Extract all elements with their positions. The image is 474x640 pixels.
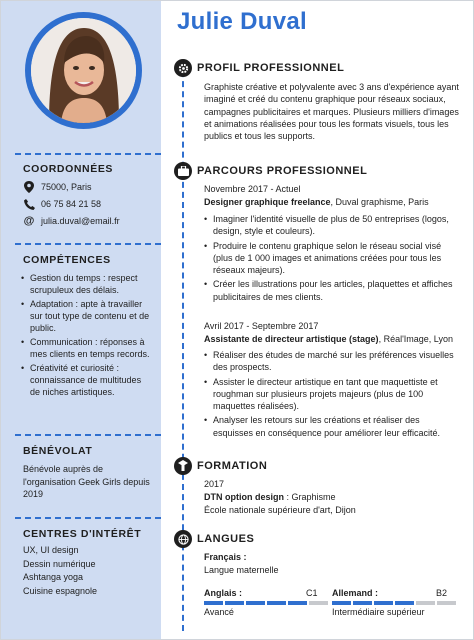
education-field: : Graphisme [284, 492, 336, 502]
language-level-segment [332, 601, 351, 605]
list-item: • Créativité et curiosité : connaissance de multitudes de niches artistiques. [21, 362, 151, 398]
city-text: 75000, Paris [41, 182, 92, 192]
volunteer-title: BÉNÉVOLAT [23, 445, 93, 457]
briefcase-icon [174, 162, 192, 180]
job-role: Assistante de directeur artistique (stage) [204, 334, 379, 344]
divider [15, 243, 161, 245]
list-item: • Réaliser des études de marché sur les préférences visuelles des prospects. [204, 349, 462, 374]
job-bullets [204, 349, 462, 441]
email-text[interactable]: julia.duval@email.fr [41, 216, 120, 226]
job-company: , Réal'Image, Lyon [378, 334, 453, 344]
job-dates: Novembre 2017 - Actuel [204, 184, 301, 194]
graduation-icon [174, 457, 192, 475]
language-name: Allemand : [332, 588, 379, 598]
contact-phone [23, 198, 101, 210]
list-item: • Imaginer l'identité visuelle de plus de 50 entreprises (logos, design, style et couleurs). [204, 213, 462, 238]
language-level-segment [395, 601, 414, 605]
profile-photo-frame [25, 12, 142, 129]
list-item: UX, UI design [23, 545, 79, 555]
divider [15, 153, 161, 155]
phone-text: 06 75 84 21 58 [41, 199, 102, 209]
list-item: Cuisine espagnole [23, 585, 98, 596]
divider [15, 434, 161, 436]
job-bullets [204, 213, 462, 305]
language-level-segment [374, 601, 393, 605]
skills-list [21, 272, 151, 400]
education-degree-line [204, 491, 336, 503]
contact-email[interactable] [23, 215, 120, 227]
location-icon [23, 181, 35, 193]
education-school: École nationale supérieure d'art, Dijon [204, 505, 356, 515]
list-item: • Produire le contenu graphique selon le réseau social visé (plus de 1 000 images et animations créées pour tous les réseaux majeurs). [204, 240, 462, 277]
language-level-segment [353, 601, 372, 605]
profile-text: Graphiste créative et polyvalente avec 3 ans d'expérience ayant imaginé et créé du contenu graphique pour réseaux sociaux, campagnes publicitaires et marques. Plusieurs milliers d'images et animations réalisées pour tous les formats visuels, tous les publics et tous les supports. [204, 82, 459, 142]
language-name: Anglais : [204, 588, 243, 598]
language-level-bar [332, 601, 456, 605]
job-role: Designer graphique freelance [204, 197, 331, 207]
list-item: • Adaptation : apte à travailler sur tout type de contenu et de public. [21, 298, 151, 334]
skills-title: COMPÉTENCES [23, 254, 111, 266]
education-degree: DTN option design [204, 492, 284, 502]
interests-title: CENTRES D'INTÉRÊT [23, 528, 142, 540]
divider [15, 517, 161, 519]
sidebar [1, 1, 161, 640]
list-item: Ashtanga yoga [23, 572, 84, 583]
native-language-value: Langue maternelle [204, 565, 279, 575]
job-heading [204, 196, 429, 208]
job-company: , Duval graphisme, Paris [330, 197, 429, 207]
language-level-segment [437, 601, 456, 605]
list-item: • Assister le directeur artistique en tant que maquettiste et roughman sur plusieurs projets majeurs (plus de 100 maquettes réalisées). [204, 376, 462, 413]
language-level-segment [416, 601, 435, 605]
list-item: • Créer les illustrations pour les articles, plaquettes et affiches publicitaires de mes clients. [204, 278, 462, 303]
list-item: Dessin numérique [23, 558, 96, 569]
language-level-segment [204, 601, 223, 605]
education-title: FORMATION [197, 460, 268, 472]
education-year: 2017 [204, 479, 225, 489]
language-description: Intermédiaire supérieur [332, 607, 425, 617]
language-level-segment [288, 601, 307, 605]
language-level: C1 [306, 588, 318, 598]
job-dates: Avril 2017 - Septembre 2017 [204, 321, 319, 331]
list-item: • Analyser les retours sur les créations et réaliser des esquisses en conséquence pour améliorer leur efficacité. [204, 414, 462, 439]
profile-title: PROFIL PROFESSIONNEL [197, 62, 345, 74]
profile-photo [31, 18, 136, 123]
page-title: Julie Duval [177, 8, 308, 35]
language-level-segment [225, 601, 244, 605]
contact-city [23, 181, 92, 193]
list-item: • Gestion du temps : respect scrupuleux des délais. [21, 272, 151, 296]
volunteer-text: Bénévole auprès de l'organisation Geek Girls depuis 2019 [23, 464, 150, 499]
at-icon: @ [23, 215, 35, 227]
interests-list [23, 544, 97, 598]
globe-icon [174, 530, 192, 548]
language-level: B2 [436, 588, 448, 598]
language-level-bar [204, 601, 328, 605]
job-heading [204, 333, 453, 345]
contact-title: COORDONNÉES [23, 163, 114, 175]
language-level-segment [246, 601, 265, 605]
list-item: • Communication : réponses à mes clients en temps records. [21, 336, 151, 360]
languages-title: LANGUES [197, 533, 255, 545]
language-level-segment [267, 601, 286, 605]
native-language-label: Français : [204, 552, 247, 562]
language-level-segment [309, 601, 328, 605]
experience-title: PARCOURS PROFESSIONNEL [197, 165, 368, 177]
phone-icon [23, 198, 35, 210]
gear-icon [174, 59, 192, 77]
language-description: Avancé [204, 607, 234, 617]
